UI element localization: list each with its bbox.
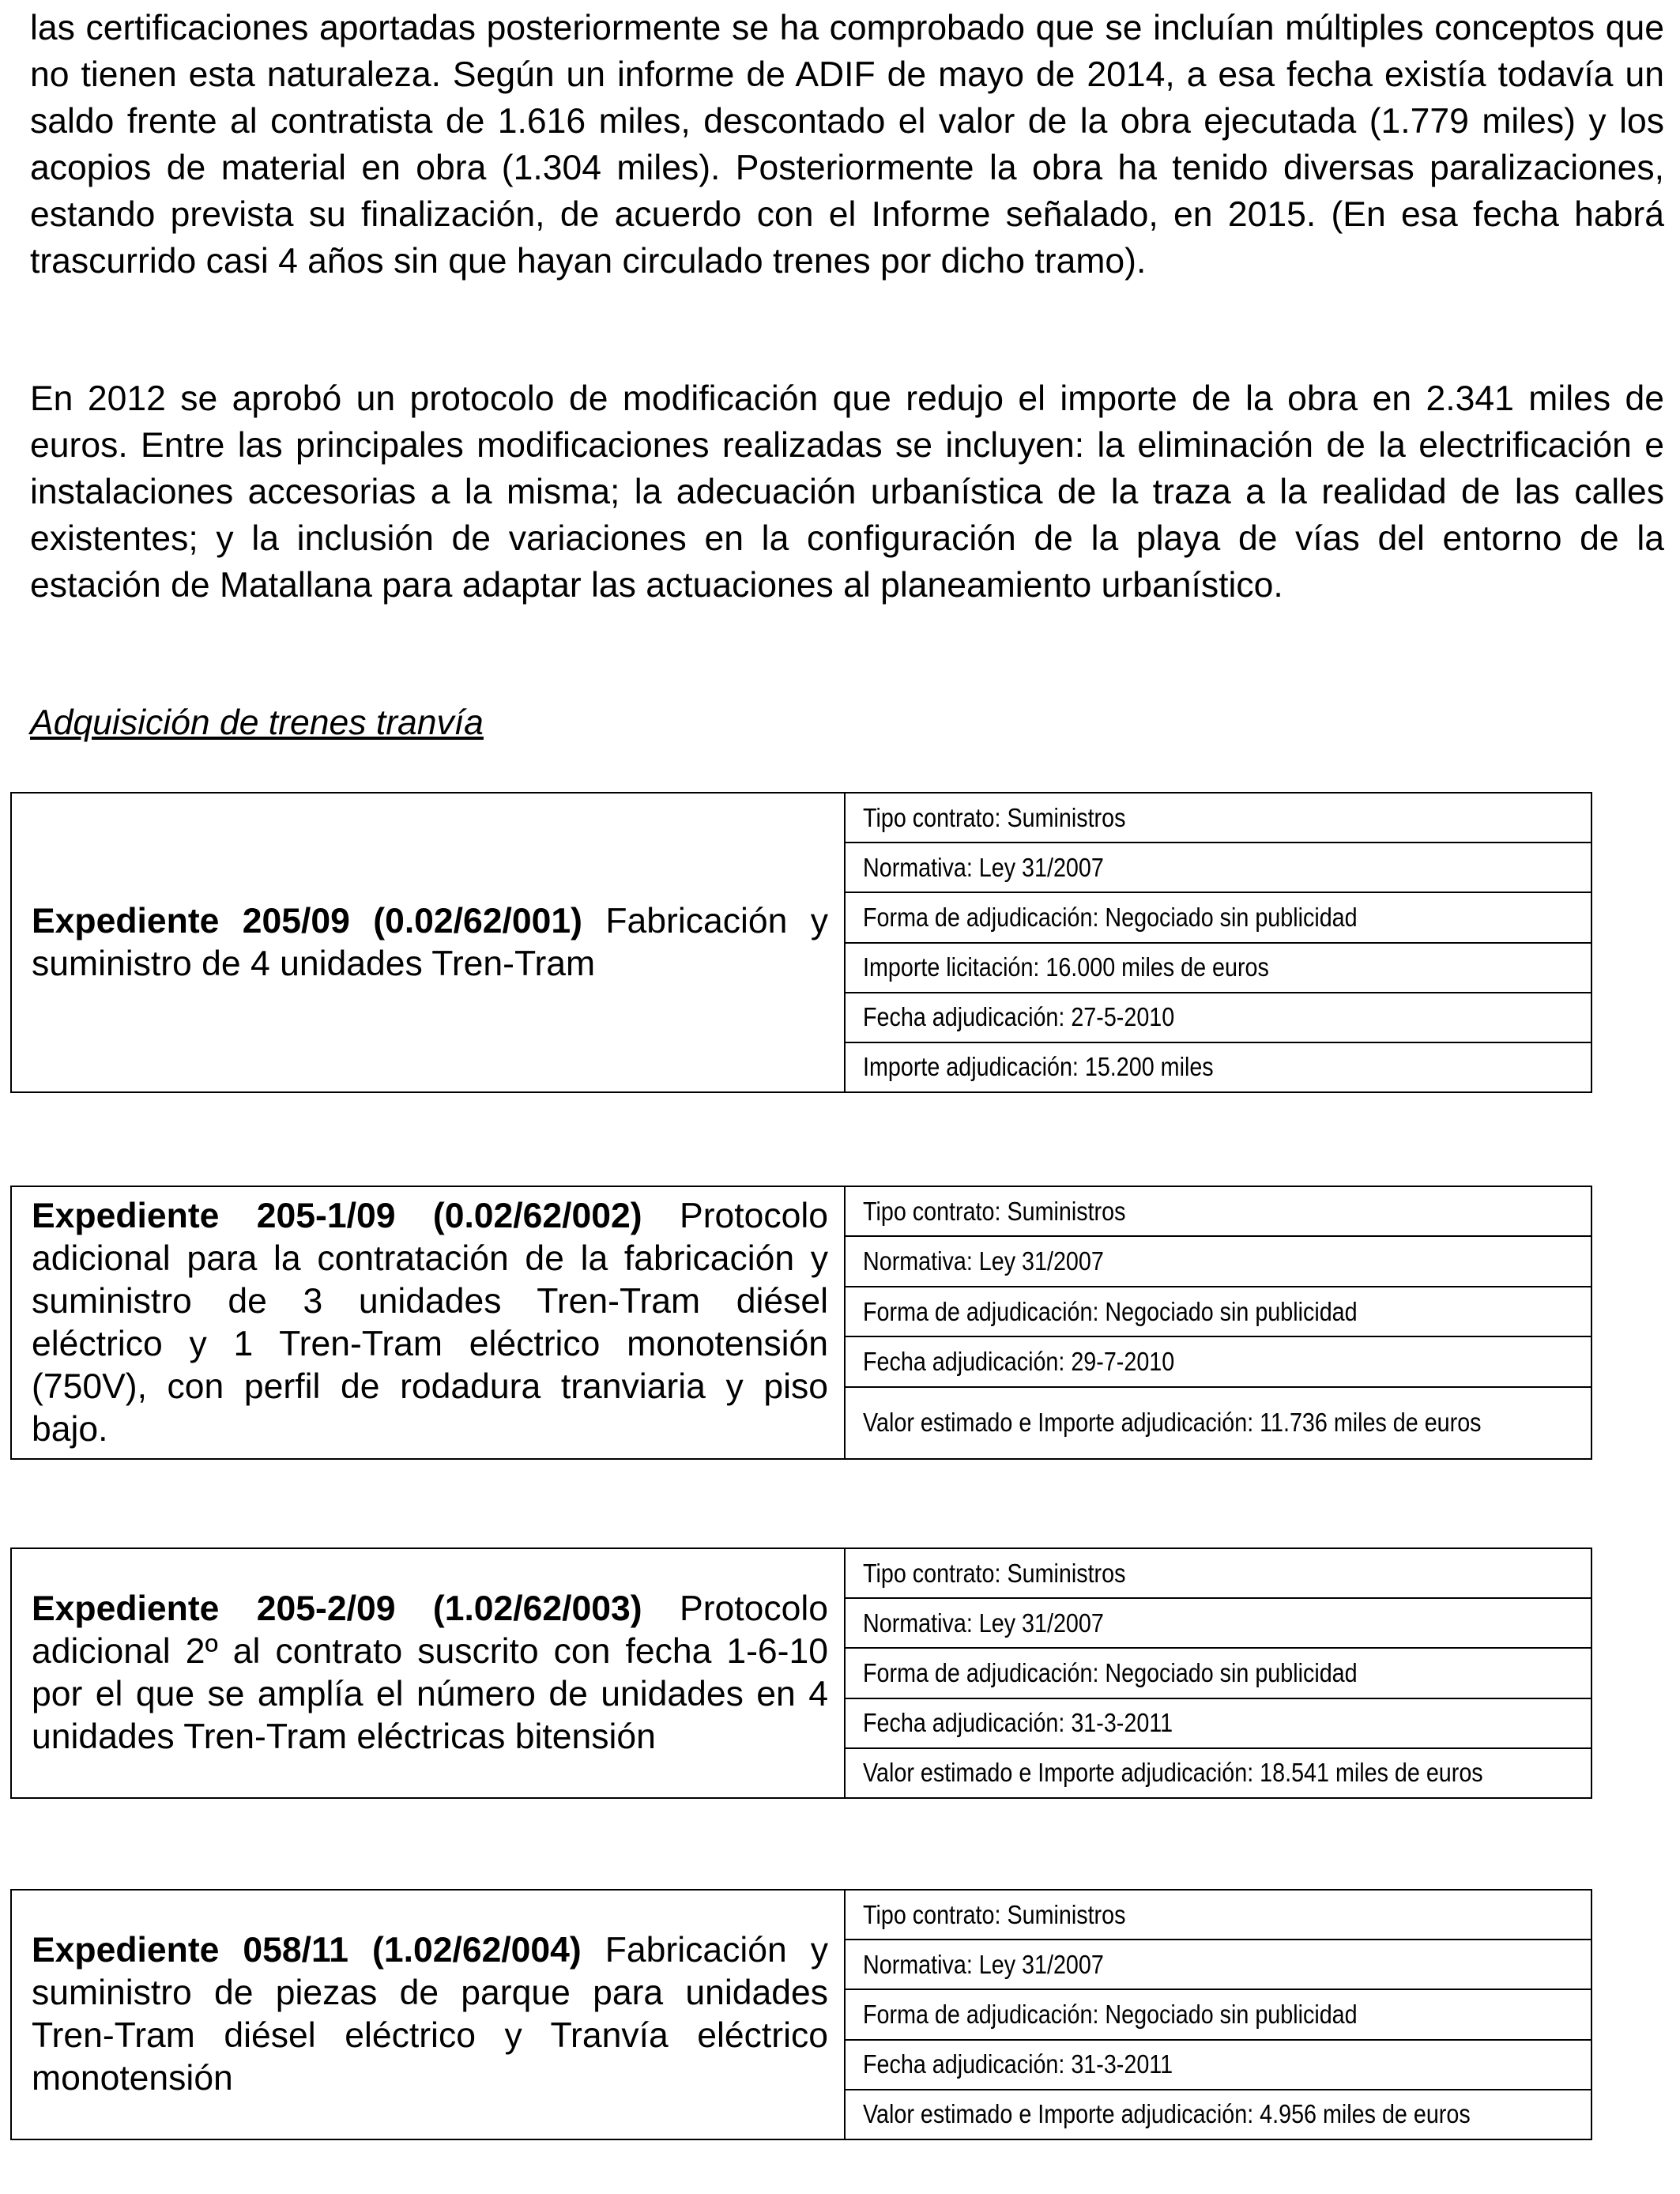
field-tipo-contrato: Tipo contrato: Suministros [846, 794, 1591, 843]
field-tipo-contrato: Tipo contrato: Suministros [846, 1891, 1591, 1940]
expediente-code: Expediente 058/11 (1.02/62/004) [32, 1931, 582, 1970]
field-valor-estimado: Valor estimado e Importe adjudicación: 4.956 miles de euros [863, 2099, 1471, 2129]
expediente-text: Fabricación y suministro de 4 unidades Tren-Tram [32, 901, 828, 983]
field-forma-adjudicacion: Forma de adjudicación: Negociado sin publicidad [846, 893, 1591, 943]
expediente-code: Expediente 205/09 (0.02/62/001) [32, 901, 582, 941]
field-fecha-adjudicacion: Fecha adjudicación: 29-7-2010 [846, 1337, 1591, 1387]
body-paragraph-2: En 2012 se aprobó un protocolo de modificación que redujo el importe de la obra en 2.341 miles de euros. Entre las principales modificaciones realizadas se incluyen: la eliminación de la electrificación e instalaciones accesorias a la misma; la adecuación urbanística de la traza a la realidad de las calles existentes; y la inclusión de variaciones en la configuración de la playa de vías del entorno de la estación de Matallana para adaptar las actuaciones al planeamiento urbanístico. [30, 379, 1664, 605]
field-fecha-adjudicacion: Fecha adjudicación: 27-5-2010 [846, 993, 1591, 1043]
expediente-description-cell [12, 1891, 846, 2139]
expediente-text: Protocolo adicional 2º al contrato suscrito con fecha 1-6-10 por el que se amplía el número de unidades en 4 unidades Tren-Tram eléctricas bitensión [32, 1589, 829, 1756]
expediente-table-2 [10, 1186, 1592, 1460]
field-normativa: Normativa: Ley 31/2007 [846, 1940, 1591, 1990]
expediente-table-4 [10, 1889, 1592, 2140]
field-tipo-contrato: Tipo contrato: Suministros [846, 1187, 1591, 1237]
expediente-description [32, 1588, 828, 1759]
expediente-fields [846, 1891, 1591, 2139]
field-normativa: Normativa: Ley 31/2007 [846, 1237, 1591, 1287]
expediente-fields [846, 794, 1591, 1091]
expediente-text: Fabricación y suministro de piezas de parque para unidades Tren-Tram diésel eléctrico y Tranvía eléctrico monotensión [32, 1931, 828, 2098]
expediente-fields [846, 1187, 1591, 1458]
field-importe-adjudicacion: Importe adjudicación: 15.200 miles [863, 1052, 1214, 1082]
expediente-fields [846, 1549, 1591, 1797]
field-normativa: Normativa: Ley 31/2007 [846, 1599, 1591, 1649]
section-heading: Adquisición de trenes tranvía [30, 703, 484, 742]
expediente-text: Protocolo adicional para la contratación de la fabricación y suministro de 3 unidades Tren-Tram diésel eléctrico y 1 Tren-Tram eléctrico monotensión (750V), con perfil de rodadura tranviaria y piso bajo. [32, 1196, 829, 1449]
field-forma-adjudicacion: Forma de adjudicación: Negociado sin publicidad [846, 1649, 1591, 1698]
field-importe-licitacion: Importe licitación: 16.000 miles de euros [846, 944, 1591, 993]
field-valor-estimado: Valor estimado e Importe adjudicación: 18.541 miles de euros [863, 1758, 1483, 1788]
field-fecha-adjudicacion: Fecha adjudicación: 31-3-2011 [846, 2041, 1591, 2090]
expediente-description-cell [12, 1549, 846, 1797]
expediente-description-cell [12, 1187, 846, 1458]
field-forma-adjudicacion: Forma de adjudicación: Negociado sin publicidad [846, 1287, 1591, 1337]
field-valor-estimado: Valor estimado e Importe adjudicación: 11.736 miles de euros [863, 1408, 1482, 1438]
field-fecha-adjudicacion: Fecha adjudicación: 31-3-2011 [846, 1699, 1591, 1749]
expediente-table-1 [10, 792, 1592, 1093]
field-normativa: Normativa: Ley 31/2007 [846, 843, 1591, 893]
expediente-description [32, 1195, 828, 1451]
expediente-description-cell [12, 794, 846, 1091]
expediente-description [32, 1929, 828, 2100]
expediente-table-3 [10, 1547, 1592, 1799]
field-forma-adjudicacion: Forma de adjudicación: Negociado sin publicidad [846, 1990, 1591, 2040]
body-paragraph-1: las certificaciones aportadas posteriormente se ha comprobado que se incluían múltiples conceptos que no tienen esta naturaleza. Según un informe de ADIF de mayo de 2014, a esa fecha existía todavía un saldo frente al contratista de 1.616 miles, descontado el valor de la obra ejecutada (1.779 miles) y los acopios de material en obra (1.304 miles). Posteriormente la obra ha tenido diversas paralizaciones, estando prevista su finalización, de acuerdo con el Informe señalado, en 2015. (En esa fecha habrá trascurrido casi 4 años sin que hayan circulado trenes por dicho tramo). [30, 9, 1664, 281]
field-tipo-contrato: Tipo contrato: Suministros [846, 1549, 1591, 1599]
expediente-description [32, 900, 828, 986]
expediente-code: Expediente 205-1/09 (0.02/62/002) [32, 1196, 642, 1235]
expediente-code: Expediente 205-2/09 (1.02/62/003) [32, 1589, 642, 1628]
